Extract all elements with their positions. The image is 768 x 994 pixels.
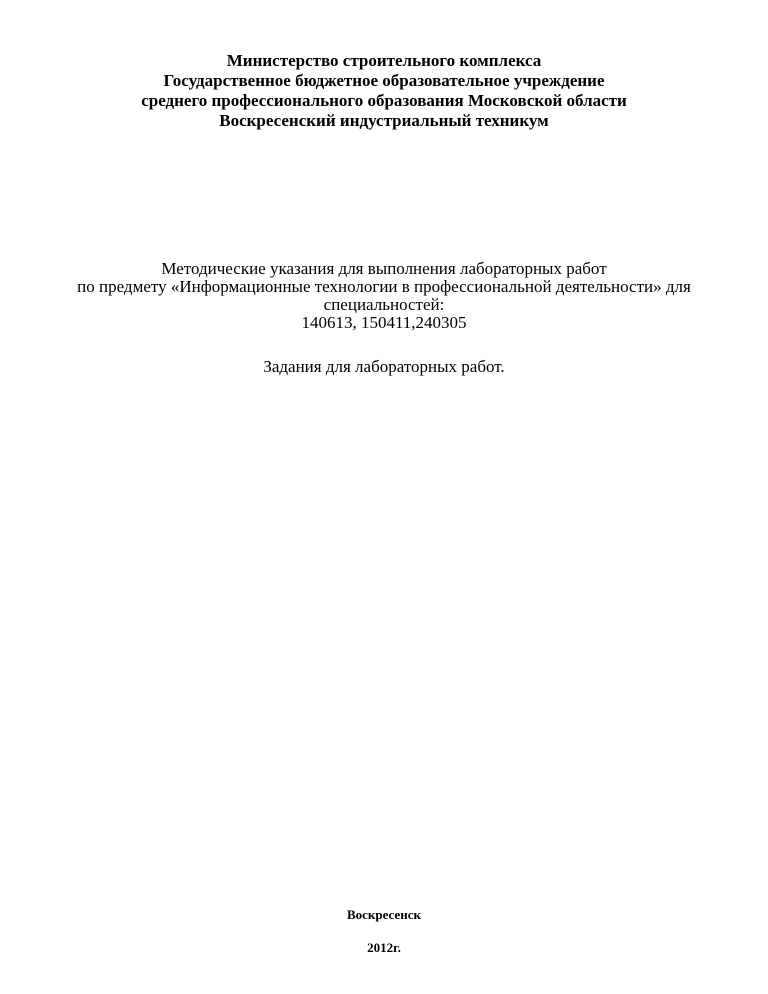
city-name: Воскресенск [346,907,422,922]
document-subtitle: Задания для лабораторных работ. [263,357,505,376]
institution-region-line: среднего профессионального образования Московской области [141,91,627,110]
institution-name-line: Воскресенский индустриальный техникум [219,111,549,130]
document-title [0,260,768,332]
title-line-3: специальностей: [323,295,445,314]
title-line-1: Методические указания для выполнения лабораторных работ [161,259,607,278]
publication-year: 2012г. [367,940,401,955]
specialty-codes: 140613, 150411,240305 [301,313,467,332]
ministry-line: Министерство строительного комплекса [226,51,542,70]
institution-type-line: Государственное бюджетное образовательное учреждение [163,71,605,90]
institution-header [0,51,768,131]
title-line-2: по предмету «Информационные технологии в профессиональной деятельности» для [77,277,691,296]
